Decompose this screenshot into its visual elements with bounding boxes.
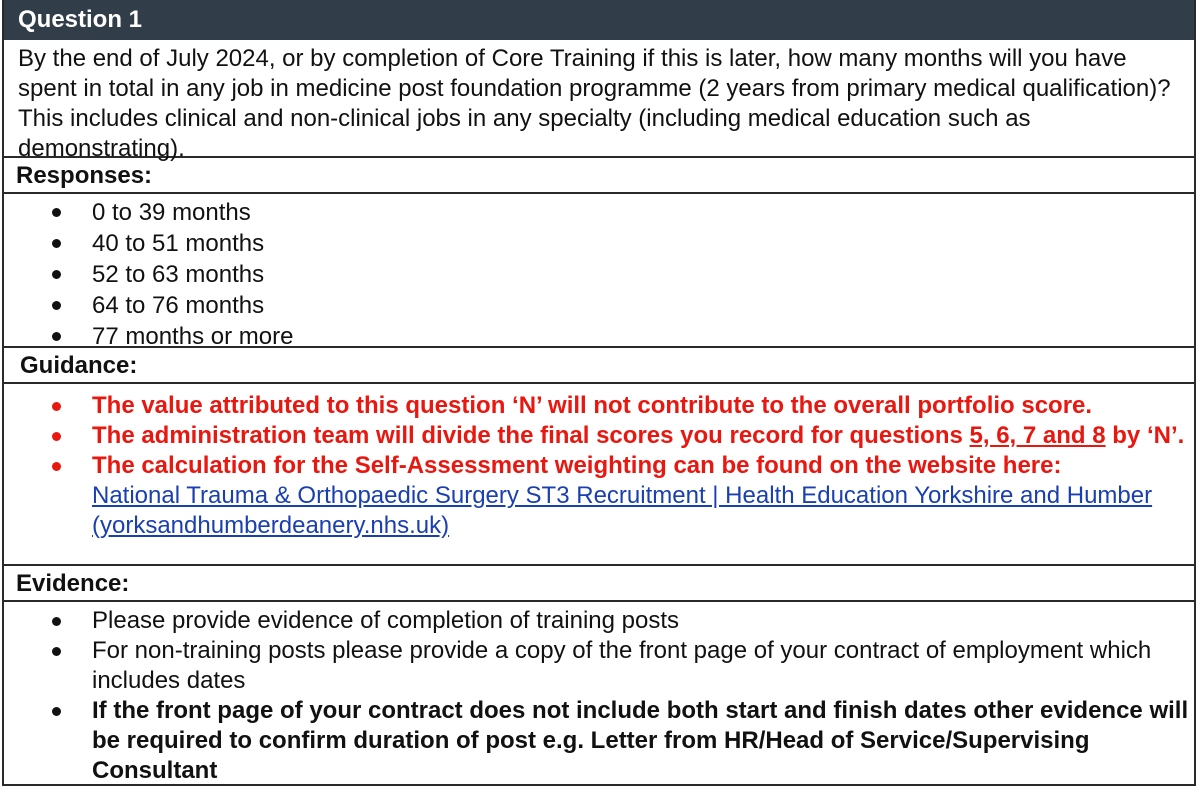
guidance-section: [4, 386, 1194, 566]
recruitment-website-link[interactable]: National Trauma & Orthopaedic Surgery ST3 Recruitment | Health Education Yorkshire and Humber (yorksandhumberdeanery.nhs.uk): [92, 482, 1153, 539]
response-item: 64 to 76 months: [4, 290, 1194, 321]
bullet-icon: [52, 332, 61, 341]
evidence-list: [4, 604, 1194, 786]
bullet-icon: [52, 617, 61, 626]
evidence-item: Please provide evidence of completion of training posts: [4, 606, 1194, 636]
guidance-item: The value attributed to this question ‘N’ will not contribute to the overall portfolio score.: [4, 391, 1194, 421]
bullet-icon: [52, 647, 61, 656]
response-item: 77 months or more: [4, 321, 1194, 352]
question-table: [2, 0, 1196, 786]
evidence-heading: Evidence:: [4, 566, 1194, 602]
evidence-section: [4, 604, 1194, 786]
question-text: By the end of July 2024, or by completion of Core Training if this is later, how many months will you have spent in total in any job in medicine post foundation programme (2 years from primary medical qualification)? This includes clinical and non-clinical jobs in any specialty (including medical education such as demonstrating).: [4, 40, 1194, 158]
responses-list: [4, 196, 1194, 352]
guidance-list: [4, 386, 1194, 541]
bullet-icon: [52, 239, 61, 248]
bullet-icon: [52, 402, 61, 411]
guidance-item: The calculation for the Self-Assessment weighting can be found on the website here: National Trauma & Orthopaedic Surgery ST3 Recruitment | Health Education Yorkshire and Humber (yorksandhumberdeanery.nhs.uk): [4, 451, 1194, 541]
questions-link[interactable]: 5, 6, 7 and 8: [969, 422, 1106, 449]
bullet-icon: [52, 301, 61, 310]
bullet-icon: [52, 432, 61, 441]
bullet-icon: [52, 707, 61, 716]
evidence-item: If the front page of your contract does not include both start and finish dates other evidence will be required to confirm duration of post e.g. Letter from HR/Head of Service/Supervising Consultant: [4, 696, 1194, 786]
bullet-icon: [52, 462, 61, 471]
response-item: 0 to 39 months: [4, 197, 1194, 228]
guidance-item: The administration team will divide the final scores you record for questions 5, 6, 7 and 8 by ‘N’.: [4, 421, 1194, 451]
bullet-icon: [52, 270, 61, 279]
guidance-heading: Guidance:: [4, 348, 1194, 384]
bullet-icon: [52, 208, 61, 217]
responses-heading: Responses:: [4, 158, 1194, 194]
question-title: Question 1: [4, 0, 1194, 40]
evidence-item: For non-training posts please provide a copy of the front page of your contract of employment which includes dates: [4, 636, 1194, 696]
responses-section: [4, 196, 1194, 348]
response-item: 52 to 63 months: [4, 259, 1194, 290]
response-item: 40 to 51 months: [4, 228, 1194, 259]
